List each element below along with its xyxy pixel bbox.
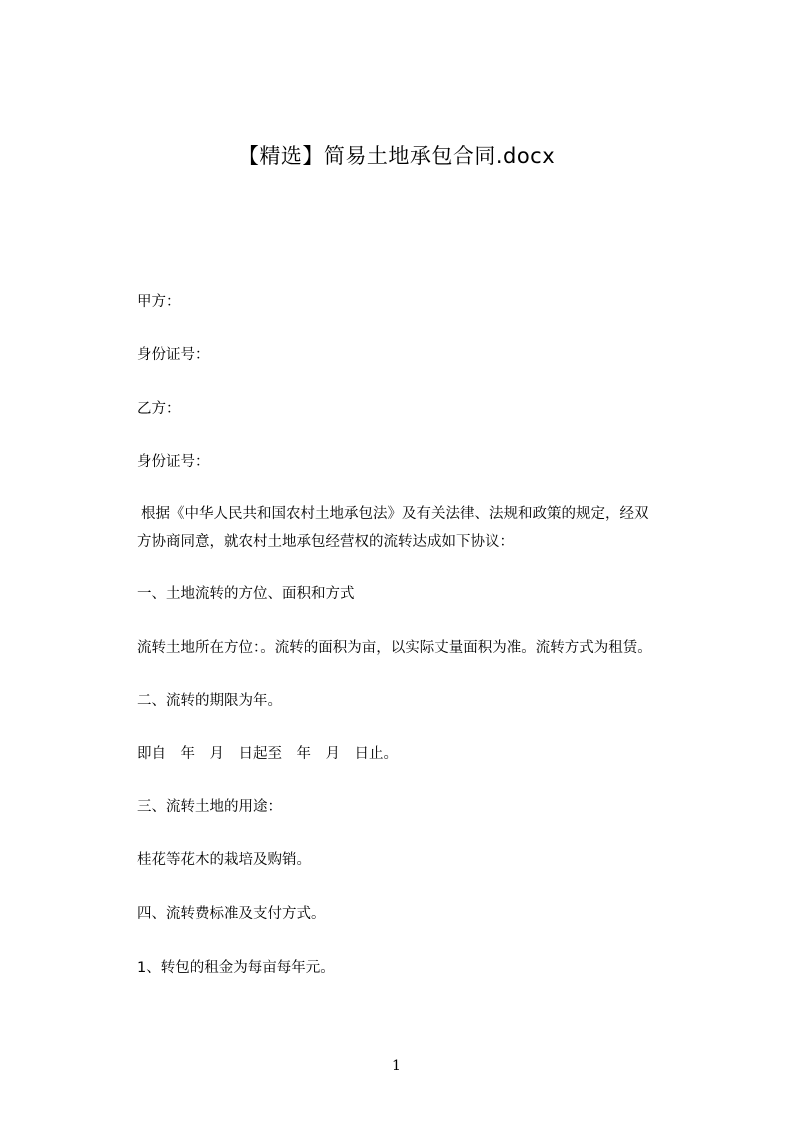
section-2-dates: 即自 年 月 日起至 年 月 日止。 [137,746,398,762]
party-a-label: 甲方： [137,294,181,310]
intro-paragraph-line-1: 根据《中华人民共和国农村土地承包法》及有关法律、法规和政策的规定，经双 [141,506,649,522]
party-a-id-label: 身份证号： [137,347,210,363]
party-b-label: 乙方： [137,401,181,417]
document-title: 【精选】简易土地承包合同.docx [237,144,556,168]
section-2-heading: 二、流转的期限为年。 [137,693,282,709]
party-b-id-label: 身份证号： [137,454,210,470]
section-1-heading: 一、土地流转的方位、面积和方式 [137,586,355,602]
section-4-item-1: 1、转包的租金为每亩每年元。 [137,960,335,976]
section-3-body: 桂花等花木的栽培及购销。 [137,852,311,868]
page-number: 1 [392,1058,401,1074]
intro-paragraph-line-2: 方协商同意，就农村土地承包经营权的流转达成如下协议： [137,534,514,550]
section-1-body: 流转土地所在方位：。流转的面积为亩，以实际丈量面积为准。流转方式为租赁。 [137,640,652,656]
section-4-heading: 四、流转费标准及支付方式。 [137,906,326,922]
section-3-heading: 三、流转土地的用途： [137,799,282,815]
